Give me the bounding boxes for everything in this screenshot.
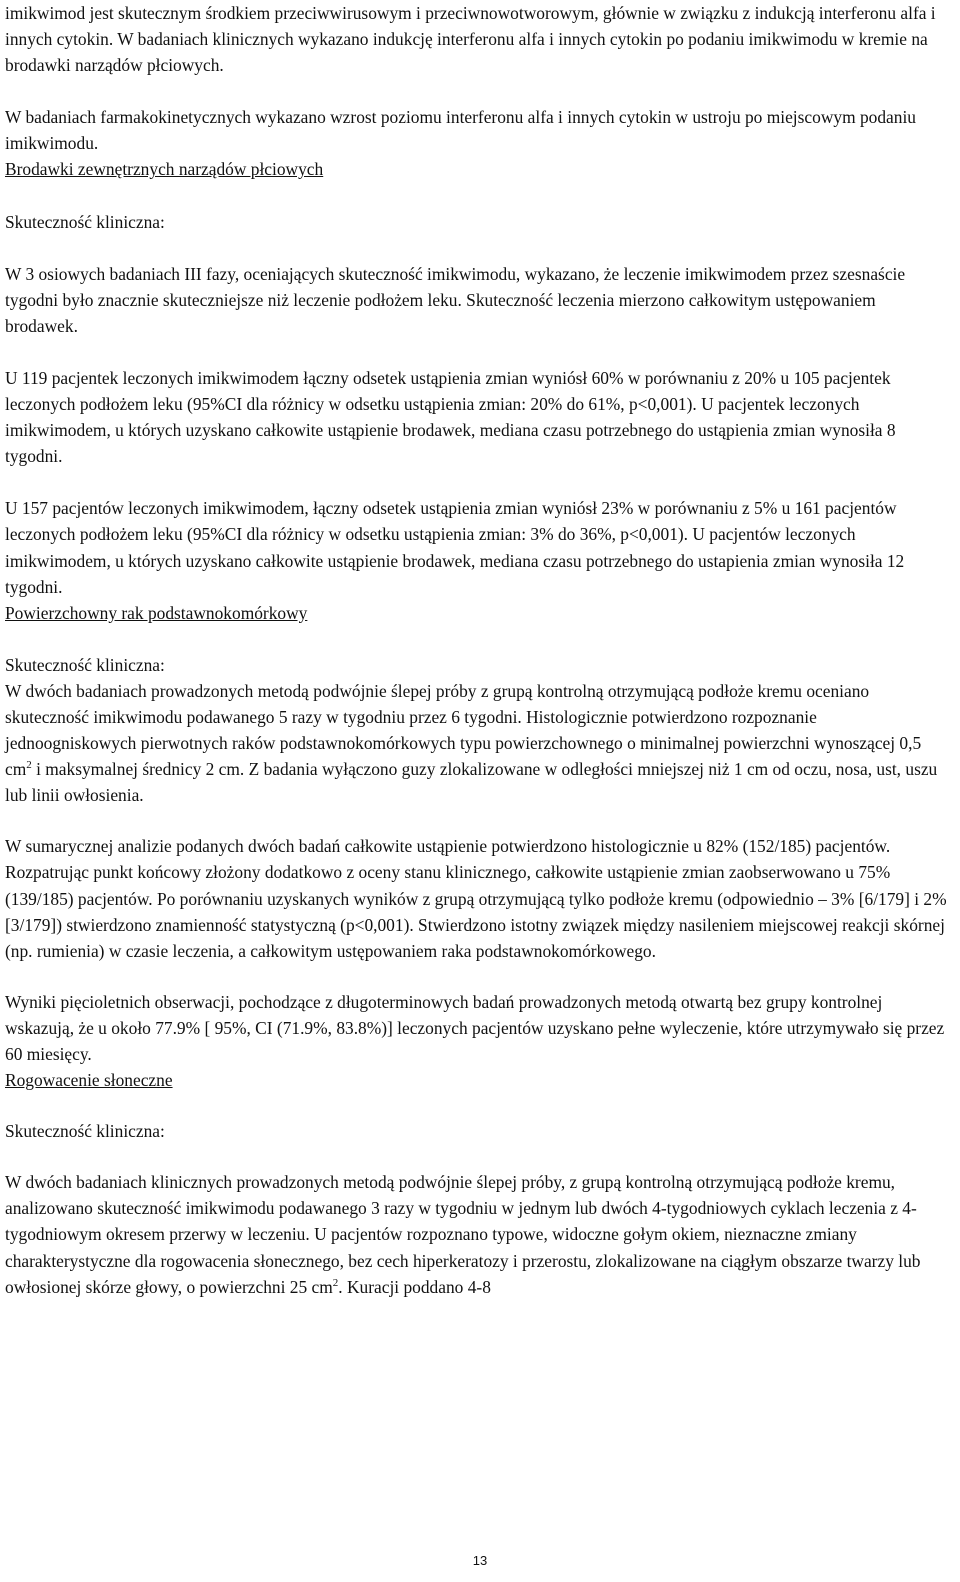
ak-superscript: 2 — [332, 1276, 339, 1289]
label-clinical-efficacy-ak: Skuteczność kliniczna: — [5, 1121, 165, 1142]
paragraph-bcc-summary: W sumarycznej analizie podanych dwóch badań całkowite ustąpienie potwierdzono histologicznie u 82% (152/185) pacjentów. Rozpatrując punkt końcowy złożony dodatkowo z oceny stanu klinicznego, całkowite ustąpienie zmian zaobserwowano u 75% (139/185) pacjentów. Po porównaniu uzyskanych wyników z grupą otrzymującą tylko podłoże kremu (odpowiednio – 3% [6/179] i 2% [3/179]) stwierdzono znamienność statystyczną (p<0,001). Stwierdzono istotny związek między nasileniem miejscowej reakcji skórnej (np. rumienia) w czasie leczenia, a całkowitym ustępowaniem raka podstawnokomórkowego. — [5, 836, 947, 961]
document-page — [5, 0, 950, 1300]
paragraph-warts-men: U 157 pacjentów leczonych imikwimodem, łączny odsetek ustąpienia zmian wyniósł 23% w porównaniu z 5% u 161 pacjentów leczonych podłożem leku (95%CI dla różnicy w odsetku ustąpienia zmian: 3% do 36%, p<0,001). U pacjentów leczonych imikwimodem, u których uzyskano całkowite ustąpienie brodawek, mediana czasu potrzebnego do ustapienia zmian wynosiła 12 tygodni. — [5, 498, 905, 597]
heading-genital-warts: Brodawki zewnętrznych narządów płciowych — [5, 159, 324, 180]
paragraph-bcc-longterm: Wyniki pięcioletnich obserwacji, pochodzące z długoterminowych badań prowadzonych metodą otwartą bez grupy kontrolnej wskazują, że u około 77.9% [ 95%, CI (71.9%, 83.8%)] leczonych pacjentów uzyskano pełne wyleczenie, które utrzymywało się przez 60 miesięcy. — [5, 991, 945, 1064]
paragraph-pharmacokinetics: W badaniach farmakokinetycznych wykazano wzrost poziomu interferonu alfa i innych cytokin w ustroju po miejscowym podaniu imikwimodu. — [5, 107, 916, 154]
bcc-trials-text: W dwóch badaniach prowadzonych metodą podwójnie ślepej próby z grupą kontrolną otrzymującą podłoże kremu oceniano skuteczność imikwimodu podawanego 5 razy w tygodniu przez 6 tygodni. Histologicznie potwierdzono rozpoznanie jednoogniskowych pierwotnych raków podstawnokomórkowych typu powierzchownego o minimalnej powierzchni wynoszącej 0,5 cm — [5, 680, 922, 780]
ak-trials-text-cont: . Kuracji poddano 4-8 — [338, 1276, 491, 1297]
paragraph-bcc-trials — [5, 678, 950, 808]
paragraph-warts-trials: W 3 osiowych badaniach III fazy, oceniających skuteczność imikwimodu, wykazano, że leczenie imikwimodem przez szesnaście tygodni było znacznie skuteczniejsze niż leczenie podłożem leku. Skuteczność leczenia mierzono całkowitym ustępowaniem brodawek. — [5, 263, 906, 336]
paragraph-warts-women: U 119 pacjentek leczonych imikwimodem łączny odsetek ustąpienia zmian wyniósł 60% w porównaniu z 20% u 105 pacjentek leczonych podłożem leku (95%CI dla różnicy w odsetku ustąpienia zmian: 20% do 61%, p<0,001). U pacjentek leczonych imikwimodem, u których uzyskano całkowite ustąpienie brodawek, mediana czasu potrzebnego do ustąpienia zmian wynosiła 8 tygodni. — [5, 367, 896, 467]
heading-actinic-keratosis: Rogowacenie słoneczne — [5, 1070, 173, 1091]
paragraph-intro: imikwimod jest skutecznym środkiem przeciwwirusowym i przeciwnowotworowym, głównie w związku z indukcją interferonu alfa i innych cytokin. W badaniach klinicznych wykazano indukcję interferonu alfa i innych cytokin po podaniu imikwimodu w kremie na brodawki narządów płciowych. — [5, 3, 936, 76]
label-clinical-efficacy-warts: Skuteczność kliniczna: — [5, 211, 165, 232]
page-number: 13 — [472, 1553, 488, 1568]
bcc-superscript: 2 — [26, 759, 32, 772]
ak-trials-text: W dwóch badaniach klinicznych prowadzonych metodą podwójnie ślepej próby, z grupą kontrolną otrzymującą podłoże kremu, analizowano skuteczność imikwimodu podawanego 3 razy w tygodniu w jednym lub dwóch 4-tygodniowych cyklach leczenia z 4-tygodniowym okresem przerwy w leczeniu. U pacjentów rozpoznano typowe, widoczne gołym okiem, nieznaczne zmiany charakterystyczne dla rogowacenia słonecznego, bez cech hiperkeratozy i przerostu, zlokalizowane na ciągłym obszarze twarzy lub owłosionej skórze głowy, o powierzchni 25 cm — [5, 1172, 921, 1297]
heading-superficial-bcc: Powierzchowny rak podstawnokomórkowy — [5, 602, 308, 623]
label-clinical-efficacy-bcc: Skuteczność kliniczna: — [5, 654, 165, 675]
paragraph-ak-trials — [5, 1169, 950, 1299]
bcc-trials-text-cont: i maksymalnej średnicy 2 cm. Z badania wyłączono guzy zlokalizowane w odległości mniejszej niż 1 cm od oczu, nosa, ust, uszu lub linii owłosienia. — [5, 759, 938, 806]
